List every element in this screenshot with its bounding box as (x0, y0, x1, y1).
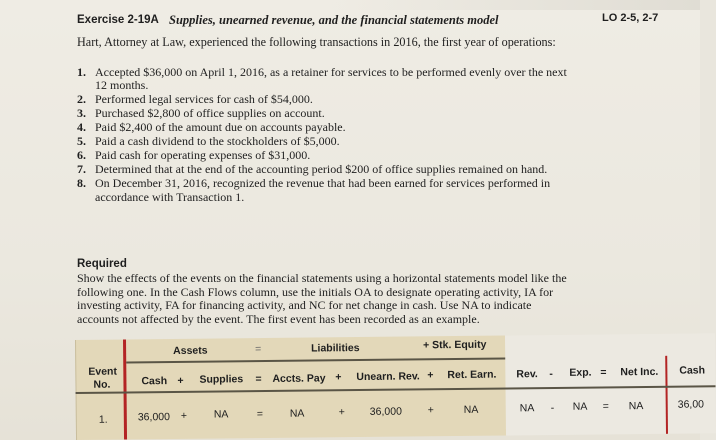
required-heading: Required (77, 258, 127, 270)
col-accounts-payable: Accts. Pay (272, 372, 326, 385)
col-retained-earnings: Ret. Earn. (447, 368, 497, 382)
row1-supplies: NA (213, 408, 229, 421)
row1-plus: + (338, 406, 345, 419)
col-cash-flows: Cash (679, 364, 706, 377)
item-text: Accepted $36,000 on April 1, 2016, as a retainer for services to be performed evenly over the next 12 months. (95, 65, 567, 93)
col-equals: = (255, 373, 262, 386)
exercise-header (77, 12, 677, 34)
item-text: Paid $2,400 of the amount due on accounts payable. (95, 120, 346, 135)
list-item (77, 66, 567, 93)
header-assets: Assets (173, 344, 208, 357)
col-supplies: Supplies (199, 373, 244, 386)
row1-retained-earnings: NA (463, 403, 479, 416)
item-number: 2. (77, 92, 86, 107)
col-expenses: Exp. (569, 366, 592, 379)
item-number: 1. (77, 65, 86, 79)
row1-unearned-revenue: 36,000 (369, 405, 402, 418)
row1-expenses: NA (572, 400, 588, 413)
col-net-income: Net Inc. (620, 365, 659, 379)
income-cashflow-area (505, 333, 716, 435)
row1-minus: - (550, 401, 555, 415)
item-text: Performed legal services for cash of $54,000. (95, 92, 313, 107)
row1-equals: = (602, 400, 609, 413)
row1-accounts-payable: NA (289, 407, 305, 420)
list-item (77, 177, 567, 204)
col-unearned-revenue: Unearn. Rev. (356, 370, 420, 384)
transaction-list (77, 66, 567, 205)
header-event: Event (88, 365, 117, 378)
row1-cash: 36,000 (137, 411, 170, 424)
statements-model-table (75, 333, 716, 440)
item-text: On December 31, 2016, recognized the revenue that had been earned for services performed in accordance with Transaction 1. (95, 176, 551, 204)
item-number: 3. (77, 106, 86, 121)
col-minus: - (549, 367, 553, 381)
required-text: Show the effects of the events on the financial statements using a horizontal statements model like the following one. In the Cash Flows column, use the initials OA to designate operating activity, IA for investing activity, FA for financing activity, and NC for net change in cash. Use NA to indicate accounts not affected by the event. The first event has been recorded as an example. (77, 271, 567, 326)
item-number: 7. (77, 162, 86, 177)
row1-plus: + (427, 404, 434, 417)
page-top-edge (330, 0, 700, 10)
list-item (77, 107, 567, 120)
row1-equals: = (256, 408, 263, 421)
col-equals: = (600, 366, 607, 379)
header-equals: = (255, 343, 262, 356)
header-event-no: No. (93, 378, 111, 391)
list-item (77, 121, 567, 134)
intro-paragraph: Hart, Attorney at Law, experienced the following transactions in 2016, the first year of operations: (77, 35, 556, 49)
row1-revenue: NA (519, 402, 535, 415)
row1-cash-flows: 36,00 (677, 398, 705, 411)
learning-objective: LO 2-5, 2-7 (602, 12, 659, 24)
item-number: 6. (77, 148, 86, 163)
col-plus: + (177, 374, 184, 387)
item-number: 4. (77, 120, 86, 135)
row1-net-income: NA (628, 400, 644, 413)
header-stockholders-equity: + Stk. Equity (423, 338, 487, 352)
row1-event: 1. (98, 413, 108, 426)
col-revenue: Rev. (516, 368, 538, 381)
col-plus: + (335, 371, 342, 384)
row1-plus: + (180, 409, 188, 422)
item-number: 5. (77, 134, 86, 149)
col-cash: Cash (141, 375, 168, 388)
item-text: Paid cash for operating expenses of $31,000. (95, 148, 311, 163)
header-liabilities: Liabilities (311, 342, 360, 355)
exercise-title: Supplies, unearned revenue, and the financial statements model (169, 13, 499, 27)
exercise-number: Exercise 2-19A (77, 14, 159, 26)
col-plus: + (427, 369, 434, 382)
list-item (77, 163, 567, 176)
list-item (77, 149, 567, 162)
item-number: 8. (77, 176, 86, 191)
item-text: Purchased $2,800 of office supplies on account. (95, 106, 325, 121)
item-text: Determined that at the end of the accounting period $200 of office supplies remained on hand. (95, 162, 548, 177)
list-item (77, 93, 567, 106)
list-item (77, 135, 567, 148)
item-text: Paid a cash dividend to the stockholders of $5,000. (95, 134, 340, 149)
